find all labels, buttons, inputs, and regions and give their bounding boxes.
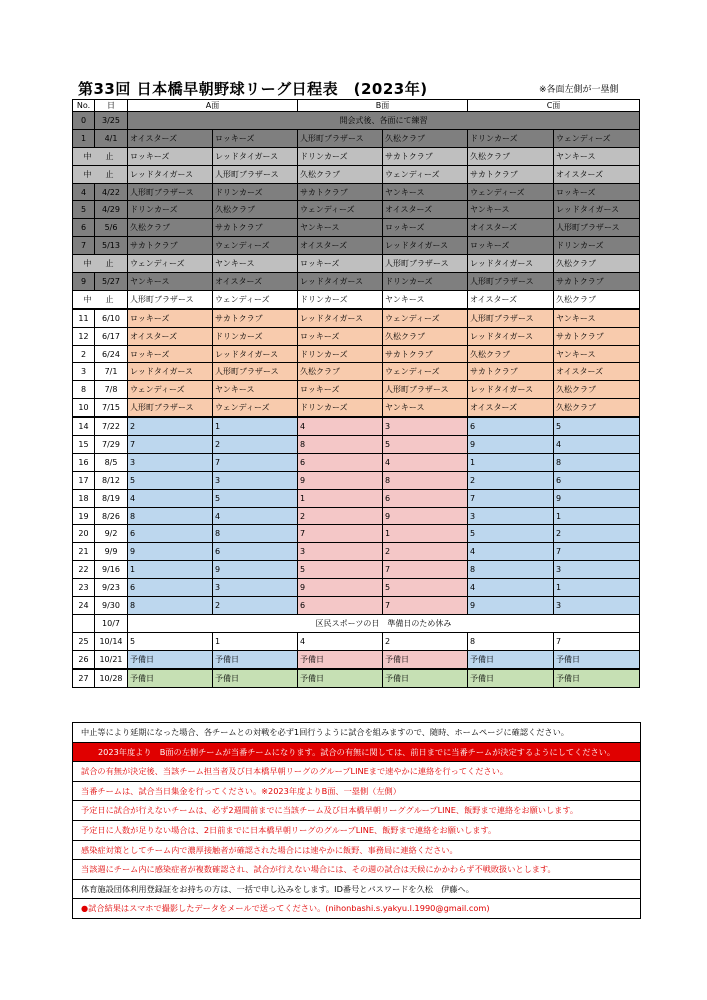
row-number: 1 [73, 129, 95, 147]
row-date: 10/7 [95, 614, 128, 632]
match-cell: 7 [554, 632, 640, 650]
match-cell: ロッキーズ [298, 255, 383, 273]
match-cell: ウェンディーズ [298, 201, 383, 219]
match-cell: ドリンカーズ [298, 290, 383, 308]
match-cell: サカトクラブ [213, 309, 298, 327]
table-row [73, 273, 640, 291]
row-cancel: 中 止 [73, 147, 128, 165]
row-number: 21 [73, 543, 95, 561]
table-row [73, 614, 640, 632]
match-cell: 6 [468, 417, 554, 435]
match-cell: 7 [213, 453, 298, 471]
match-cell: 6 [213, 543, 298, 561]
row-date: 10/21 [95, 650, 128, 668]
match-cell: 8 [468, 632, 554, 650]
match-cell: ドリンカーズ [213, 183, 298, 201]
match-cell: ロッキーズ [128, 309, 213, 327]
table-row [73, 543, 640, 561]
match-cell: 6 [298, 453, 383, 471]
match-cell: 4 [298, 632, 383, 650]
row-date: 4/22 [95, 183, 128, 201]
row-date: 10/28 [95, 669, 128, 687]
match-cell: レッドタイガース [128, 165, 213, 183]
match-cell: 5 [213, 489, 298, 507]
row-event: 開会式後、各面にて練習 [128, 112, 640, 130]
header-no: No. [73, 100, 95, 112]
match-cell: ウェンディーズ [213, 237, 298, 255]
match-cell: 4 [383, 453, 468, 471]
match-cell: 久松クラブ [298, 363, 383, 381]
match-cell: 久松クラブ [298, 165, 383, 183]
match-cell: 人形町ブラザース [383, 381, 468, 399]
note-line: ●試合結果はスマホで撮影したデータをメールで送ってください。(nihonbashi.s.yakyu.l.1990@gmail.com) [81, 903, 490, 914]
row-date: 9/23 [95, 579, 128, 597]
match-cell: 6 [554, 471, 640, 489]
match-cell: 7 [468, 489, 554, 507]
match-cell: 3 [554, 597, 640, 615]
row-cancel: 中 止 [73, 290, 128, 308]
match-cell: ヤンキース [298, 219, 383, 237]
row-date: 8/26 [95, 507, 128, 525]
match-cell: 5 [554, 417, 640, 435]
match-cell: ウェンディーズ [128, 381, 213, 399]
match-cell: 9 [468, 597, 554, 615]
row-date: 7/15 [95, 399, 128, 417]
table-row [73, 112, 640, 130]
row-date: 10/14 [95, 632, 128, 650]
note-line: 中止等により延期になった場合、各チームとの対戦を必ず1回行うように試合を組みますので、随時、ホームページに確認ください。 [73, 723, 640, 743]
table-row [73, 650, 640, 668]
match-cell: 7 [554, 543, 640, 561]
match-cell: 人形町ブラザース [383, 255, 468, 273]
match-cell: サカトクラブ [383, 345, 468, 363]
match-cell: サカトクラブ [468, 165, 554, 183]
match-cell: ウェンディーズ [213, 290, 298, 308]
match-cell: ヤンキース [554, 309, 640, 327]
row-date: 7/29 [95, 436, 128, 454]
header-date: 日 [95, 100, 128, 112]
table-row [73, 327, 640, 345]
header-c: C面 [468, 100, 640, 112]
row-cancel: 中 止 [73, 165, 128, 183]
match-cell: 予備日 [554, 650, 640, 668]
match-cell: 9 [298, 579, 383, 597]
table-row [73, 201, 640, 219]
match-cell: 3 [298, 543, 383, 561]
table-row [73, 507, 640, 525]
row-date: 5/27 [95, 273, 128, 291]
match-cell: 8 [383, 471, 468, 489]
match-cell: オイスターズ [128, 327, 213, 345]
match-cell: 予備日 [468, 669, 554, 687]
match-cell: ヤンキース [383, 399, 468, 417]
match-cell: ヤンキース [554, 345, 640, 363]
match-cell: ヤンキース [383, 290, 468, 308]
row-number: 12 [73, 327, 95, 345]
match-cell: 予備日 [383, 669, 468, 687]
table-row [73, 561, 640, 579]
match-cell: オイスターズ [298, 237, 383, 255]
row-number: 22 [73, 561, 95, 579]
match-cell: ロッキーズ [128, 345, 213, 363]
table-row [73, 363, 640, 381]
table-row [73, 525, 640, 543]
match-cell: ドリンカーズ [383, 273, 468, 291]
table-row [73, 436, 640, 454]
match-cell: ロッキーズ [298, 381, 383, 399]
row-number [73, 614, 95, 632]
match-cell: 人形町ブラザース [128, 290, 213, 308]
match-cell: サカトクラブ [554, 327, 640, 345]
row-cancel: 中 止 [73, 255, 128, 273]
row-number: 9 [73, 273, 95, 291]
match-cell: オイスターズ [554, 363, 640, 381]
table-row [73, 129, 640, 147]
match-cell: 2 [554, 525, 640, 543]
table-row [73, 219, 640, 237]
note-line: 予定日に人数が足りない場合は、2日前までに日本橋早朝リーグのグループLINE、飯野まで連絡をお願いします。 [73, 821, 640, 841]
row-number: 0 [73, 112, 95, 130]
note-line: 感染症対策としてチーム内で濃厚接触者が確認された場合には速やかに飯野、事務局に連絡ください。 [73, 841, 640, 861]
match-cell: 5 [128, 471, 213, 489]
match-cell: 予備日 [128, 650, 213, 668]
match-cell: 人形町ブラザース [468, 309, 554, 327]
notes-box [72, 722, 641, 919]
match-cell: 4 [468, 543, 554, 561]
match-cell: 予備日 [298, 650, 383, 668]
row-number: 25 [73, 632, 95, 650]
match-cell: レッドタイガース [468, 327, 554, 345]
match-cell: ヤンキース [383, 183, 468, 201]
match-cell: 1 [554, 507, 640, 525]
row-date: 8/5 [95, 453, 128, 471]
field-note: ※各面左側が一塁側 [539, 85, 619, 95]
match-cell: 3 [468, 507, 554, 525]
row-date: 9/16 [95, 561, 128, 579]
match-cell: 7 [383, 561, 468, 579]
match-cell: オイスターズ [383, 201, 468, 219]
match-cell: 9 [554, 489, 640, 507]
note-line: 2023年度より B面の左側チームが当番チームになります。試合の有無に関しては、前日までに当番チームが決定するようにしてください。 [73, 743, 640, 763]
match-cell: 4 [298, 417, 383, 435]
match-cell: 8 [128, 597, 213, 615]
row-date: 6/24 [95, 345, 128, 363]
match-cell: レッドタイガース [298, 273, 383, 291]
match-cell: 久松クラブ [383, 129, 468, 147]
table-row [73, 489, 640, 507]
match-cell: 1 [213, 632, 298, 650]
match-cell: 久松クラブ [468, 345, 554, 363]
match-cell: レッドタイガース [468, 255, 554, 273]
match-cell: 8 [298, 436, 383, 454]
match-cell: 4 [554, 436, 640, 454]
match-cell: 久松クラブ [554, 399, 640, 417]
match-cell: サカトクラブ [298, 183, 383, 201]
match-cell: ロッキーズ [213, 129, 298, 147]
row-date: 9/9 [95, 543, 128, 561]
row-number: 18 [73, 489, 95, 507]
table-row [73, 381, 640, 399]
note-line: 当番チームは、試合当日集金を行ってください。※2023年度よりB面、一塁側（左側） [73, 782, 640, 802]
match-cell: ドリンカーズ [554, 237, 640, 255]
match-cell: 人形町ブラザース [298, 129, 383, 147]
table-row [73, 597, 640, 615]
row-date: 4/1 [95, 129, 128, 147]
table-row [73, 183, 640, 201]
match-cell: 5 [128, 632, 213, 650]
row-number: 19 [73, 507, 95, 525]
match-cell: レッドタイガース [468, 381, 554, 399]
row-event: 区民スポーツの日 準備日のため休み [128, 614, 640, 632]
row-date: 3/25 [95, 112, 128, 130]
match-cell: 9 [298, 471, 383, 489]
match-cell: 人形町ブラザース [213, 363, 298, 381]
match-cell: 予備日 [213, 669, 298, 687]
table-row [73, 417, 640, 435]
row-number: 2 [73, 345, 95, 363]
match-cell: 久松クラブ [128, 219, 213, 237]
header-b: B面 [298, 100, 468, 112]
match-cell: 人形町ブラザース [468, 273, 554, 291]
match-cell: レッドタイガース [383, 237, 468, 255]
match-cell: レッドタイガース [213, 147, 298, 165]
match-cell: ウェンディーズ [383, 309, 468, 327]
match-cell: 1 [213, 417, 298, 435]
match-cell: サカトクラブ [468, 363, 554, 381]
row-number: 20 [73, 525, 95, 543]
table-row [73, 255, 640, 273]
table-row [73, 309, 640, 327]
row-date: 9/30 [95, 597, 128, 615]
match-cell: 2 [468, 471, 554, 489]
table-row [73, 579, 640, 597]
row-number: 11 [73, 309, 95, 327]
match-cell: 9 [128, 543, 213, 561]
match-cell: 人形町ブラザース [554, 219, 640, 237]
row-number: 6 [73, 219, 95, 237]
table-row [73, 147, 640, 165]
match-cell: オイスターズ [128, 129, 213, 147]
row-number: 7 [73, 237, 95, 255]
row-number: 3 [73, 363, 95, 381]
match-cell: ヤンキース [468, 201, 554, 219]
match-cell: 久松クラブ [213, 201, 298, 219]
match-cell: 3 [128, 453, 213, 471]
header-row [73, 100, 640, 112]
row-date: 7/8 [95, 381, 128, 399]
match-cell: 9 [213, 561, 298, 579]
match-cell: 8 [554, 453, 640, 471]
table-row [73, 471, 640, 489]
match-cell: 予備日 [383, 650, 468, 668]
match-cell: 1 [383, 525, 468, 543]
match-cell: 2 [128, 417, 213, 435]
note-line: 試合の有無が決定後、当該チーム担当者及び日本橋早朝リーグのグループLINEまで速やかに連絡を行ってください。 [73, 762, 640, 782]
match-cell: 7 [128, 436, 213, 454]
match-cell: ウェンディーズ [468, 183, 554, 201]
table-row [73, 669, 640, 687]
row-date: 6/17 [95, 327, 128, 345]
table-row [73, 290, 640, 308]
header-a: A面 [128, 100, 298, 112]
match-cell: ウェンディーズ [554, 129, 640, 147]
match-cell: ドリンカーズ [213, 327, 298, 345]
match-cell: 予備日 [128, 669, 213, 687]
match-cell: ウェンディーズ [128, 255, 213, 273]
match-cell: オイスターズ [468, 290, 554, 308]
match-cell: 4 [128, 489, 213, 507]
row-number: 14 [73, 417, 95, 435]
match-cell: ヤンキース [128, 273, 213, 291]
match-cell: レッドタイガース [128, 363, 213, 381]
row-number: 15 [73, 436, 95, 454]
match-cell: 2 [383, 543, 468, 561]
match-cell: 5 [468, 525, 554, 543]
match-cell: 1 [468, 453, 554, 471]
row-number: 23 [73, 579, 95, 597]
row-number: 8 [73, 381, 95, 399]
match-cell: 7 [298, 525, 383, 543]
match-cell: 4 [468, 579, 554, 597]
match-cell: サカトクラブ [554, 273, 640, 291]
match-cell: ロッキーズ [128, 147, 213, 165]
match-cell: 予備日 [554, 669, 640, 687]
match-cell: 1 [298, 489, 383, 507]
match-cell: 予備日 [213, 650, 298, 668]
row-date: 8/12 [95, 471, 128, 489]
match-cell: 6 [298, 597, 383, 615]
row-number: 16 [73, 453, 95, 471]
note-line: 当該週にチーム内に感染症者が複数確認され、試合が行えない場合には、その週の試合は天候にかかわらず不戦敗扱いとします。 [73, 860, 640, 880]
match-cell: 3 [554, 561, 640, 579]
match-cell: 久松クラブ [554, 255, 640, 273]
schedule-table [72, 99, 640, 688]
row-number: 27 [73, 669, 95, 687]
match-cell: 1 [128, 561, 213, 579]
match-cell: 3 [383, 417, 468, 435]
note-line: 体育施設団体利用登録証をお持ちの方は、一括で申し込みをします。ID番号とパスワードを久松 伊藤へ。 [73, 880, 640, 900]
match-cell: ドリンカーズ [298, 399, 383, 417]
match-cell: 2 [213, 597, 298, 615]
table-row [73, 345, 640, 363]
table-row [73, 632, 640, 650]
match-cell: 5 [383, 436, 468, 454]
row-date: 7/22 [95, 417, 128, 435]
match-cell: 5 [383, 579, 468, 597]
match-cell: 8 [213, 525, 298, 543]
match-cell: 8 [128, 507, 213, 525]
match-cell: オイスターズ [554, 165, 640, 183]
match-cell: 久松クラブ [554, 381, 640, 399]
match-cell: ロッキーズ [298, 327, 383, 345]
match-cell: サカトクラブ [128, 237, 213, 255]
match-cell: サカトクラブ [383, 147, 468, 165]
match-cell: 予備日 [468, 650, 554, 668]
match-cell: 2 [383, 632, 468, 650]
match-cell: オイスターズ [213, 273, 298, 291]
table-row [73, 399, 640, 417]
page-title: 第33回 日本橋早朝野球リーグ日程表 (2023年) [78, 80, 428, 98]
row-date: 5/6 [95, 219, 128, 237]
match-cell: 人形町ブラザース [128, 399, 213, 417]
match-cell: 人形町ブラザース [128, 183, 213, 201]
match-cell: 1 [554, 579, 640, 597]
match-cell: 6 [383, 489, 468, 507]
match-cell: ドリンカーズ [298, 345, 383, 363]
row-date: 7/1 [95, 363, 128, 381]
match-cell: 2 [213, 436, 298, 454]
row-number: 10 [73, 399, 95, 417]
match-cell: ヤンキース [213, 255, 298, 273]
match-cell: 5 [298, 561, 383, 579]
match-cell: 久松クラブ [468, 147, 554, 165]
match-cell: ドリンカーズ [128, 201, 213, 219]
match-cell: ロッキーズ [468, 237, 554, 255]
match-cell: ヤンキース [213, 381, 298, 399]
match-cell: 久松クラブ [554, 290, 640, 308]
match-cell: ウェンディーズ [213, 399, 298, 417]
match-cell: 3 [213, 471, 298, 489]
match-cell: 6 [128, 579, 213, 597]
match-cell: 9 [468, 436, 554, 454]
match-cell: レッドタイガース [298, 309, 383, 327]
match-cell: 2 [298, 507, 383, 525]
match-cell: ウェンディーズ [383, 363, 468, 381]
match-cell: 7 [383, 597, 468, 615]
match-cell: 6 [128, 525, 213, 543]
table-row [73, 237, 640, 255]
row-number: 26 [73, 650, 95, 668]
match-cell: レッドタイガース [554, 201, 640, 219]
table-row [73, 453, 640, 471]
row-number: 4 [73, 183, 95, 201]
match-cell: ロッキーズ [383, 219, 468, 237]
match-cell: 9 [383, 507, 468, 525]
row-date: 8/19 [95, 489, 128, 507]
match-cell: ロッキーズ [554, 183, 640, 201]
match-cell: 4 [213, 507, 298, 525]
row-date: 6/10 [95, 309, 128, 327]
row-date: 5/13 [95, 237, 128, 255]
match-cell: ドリンカーズ [298, 147, 383, 165]
row-date: 9/2 [95, 525, 128, 543]
match-cell: 予備日 [298, 669, 383, 687]
match-cell: サカトクラブ [213, 219, 298, 237]
row-number: 17 [73, 471, 95, 489]
match-cell: 人形町ブラザース [213, 165, 298, 183]
match-cell: オイスターズ [468, 219, 554, 237]
match-cell: ヤンキース [554, 147, 640, 165]
row-number: 5 [73, 201, 95, 219]
match-cell: ドリンカーズ [468, 129, 554, 147]
match-cell: オイスターズ [468, 399, 554, 417]
table-row [73, 165, 640, 183]
row-number: 24 [73, 597, 95, 615]
match-cell: 久松クラブ [383, 327, 468, 345]
row-date: 4/29 [95, 201, 128, 219]
match-cell: 3 [213, 579, 298, 597]
match-cell: 8 [468, 561, 554, 579]
match-cell: ウェンディーズ [383, 165, 468, 183]
note-line: 予定日に試合が行えないチームは、必ず2週間前までに当該チーム及び日本橋早朝リーググループLINE、飯野まで連絡をお願いします。 [73, 801, 640, 821]
match-cell: レッドタイガース [213, 345, 298, 363]
